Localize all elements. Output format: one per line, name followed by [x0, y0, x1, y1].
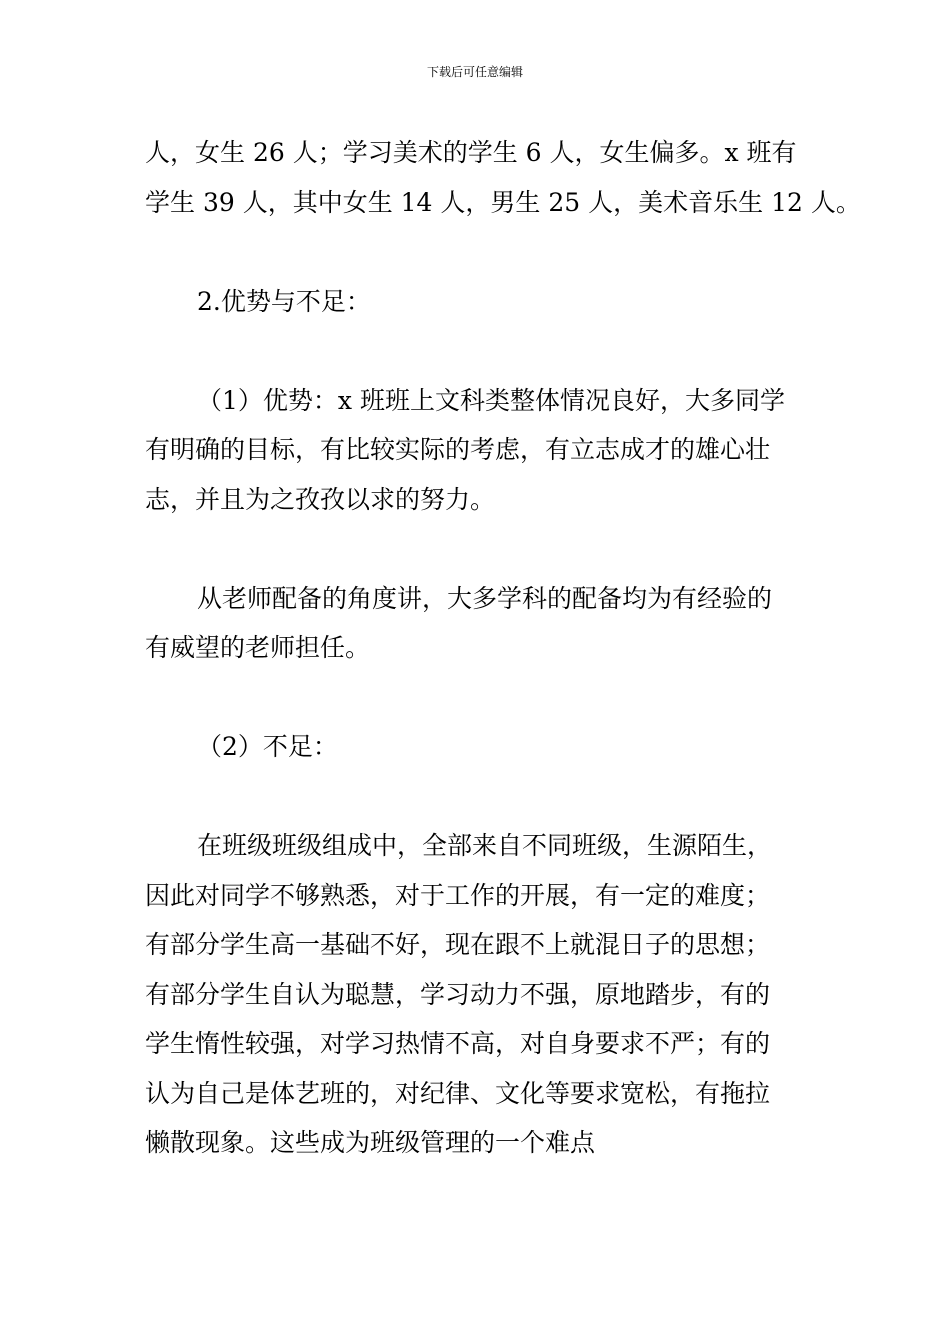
text-line: 有明确的目标，有比较实际的考虑，有立志成才的雄心壮 [145, 435, 771, 464]
paragraph-class-stats [145, 128, 861, 227]
text-line: 有部分学生自认为聪慧，学习动力不强，原地踏步，有的 [145, 979, 771, 1009]
text-line: 懒散现象。这些成为班级管理的一个难点 [145, 1128, 596, 1157]
paragraph-teachers [145, 574, 810, 673]
text-line: 有部分学生高一基础不好，现在跟不上就混日子的思想； [145, 930, 771, 959]
document-body [145, 128, 861, 1168]
text-line: 认为自己是体艺班的，对纪律、文化等要求宽松，有拖拉 [145, 1078, 771, 1108]
text-line: （1）优势：x 班班上文科类整体情况良好，大多同学 [197, 385, 785, 415]
text-line: 因此对同学不够熟悉，对于工作的开展，有一定的难度； [145, 880, 771, 910]
paragraph-gap [145, 524, 810, 574]
section-heading-advantages-shortcomings: 2.优势与不足： [197, 286, 371, 316]
page-header-note: 下载后可任意编辑 [426, 65, 523, 79]
subheading-shortcomings: （2）不足： [197, 732, 338, 761]
text-line: 学生 39 人，其中女生 14 人，男生 25 人，美术音乐生 12 人。 [145, 187, 861, 217]
paragraph-gap [145, 673, 810, 723]
text-line: 学生惰性较强，对学习热情不高，对自身要求不严；有的 [145, 1029, 771, 1058]
paragraph-gap [145, 326, 810, 376]
paragraph-shortcomings [145, 821, 810, 1168]
text-line: 从老师配备的角度讲，大多学科的配备均为有经验的 [197, 583, 773, 613]
text-line: 志，并且为之孜孜以求的努力。 [145, 484, 496, 514]
text-line: 人，女生 26 人；学习美术的学生 6 人，女生偏多。x 班有 [145, 138, 797, 167]
text-line: 有威望的老师担任。 [145, 633, 371, 662]
text-line: 在班级班级组成中，全部来自不同班级，生源陌生， [197, 831, 773, 860]
paragraph-advantages [145, 376, 810, 525]
paragraph-gap [145, 227, 810, 277]
paragraph-gap [145, 772, 810, 822]
